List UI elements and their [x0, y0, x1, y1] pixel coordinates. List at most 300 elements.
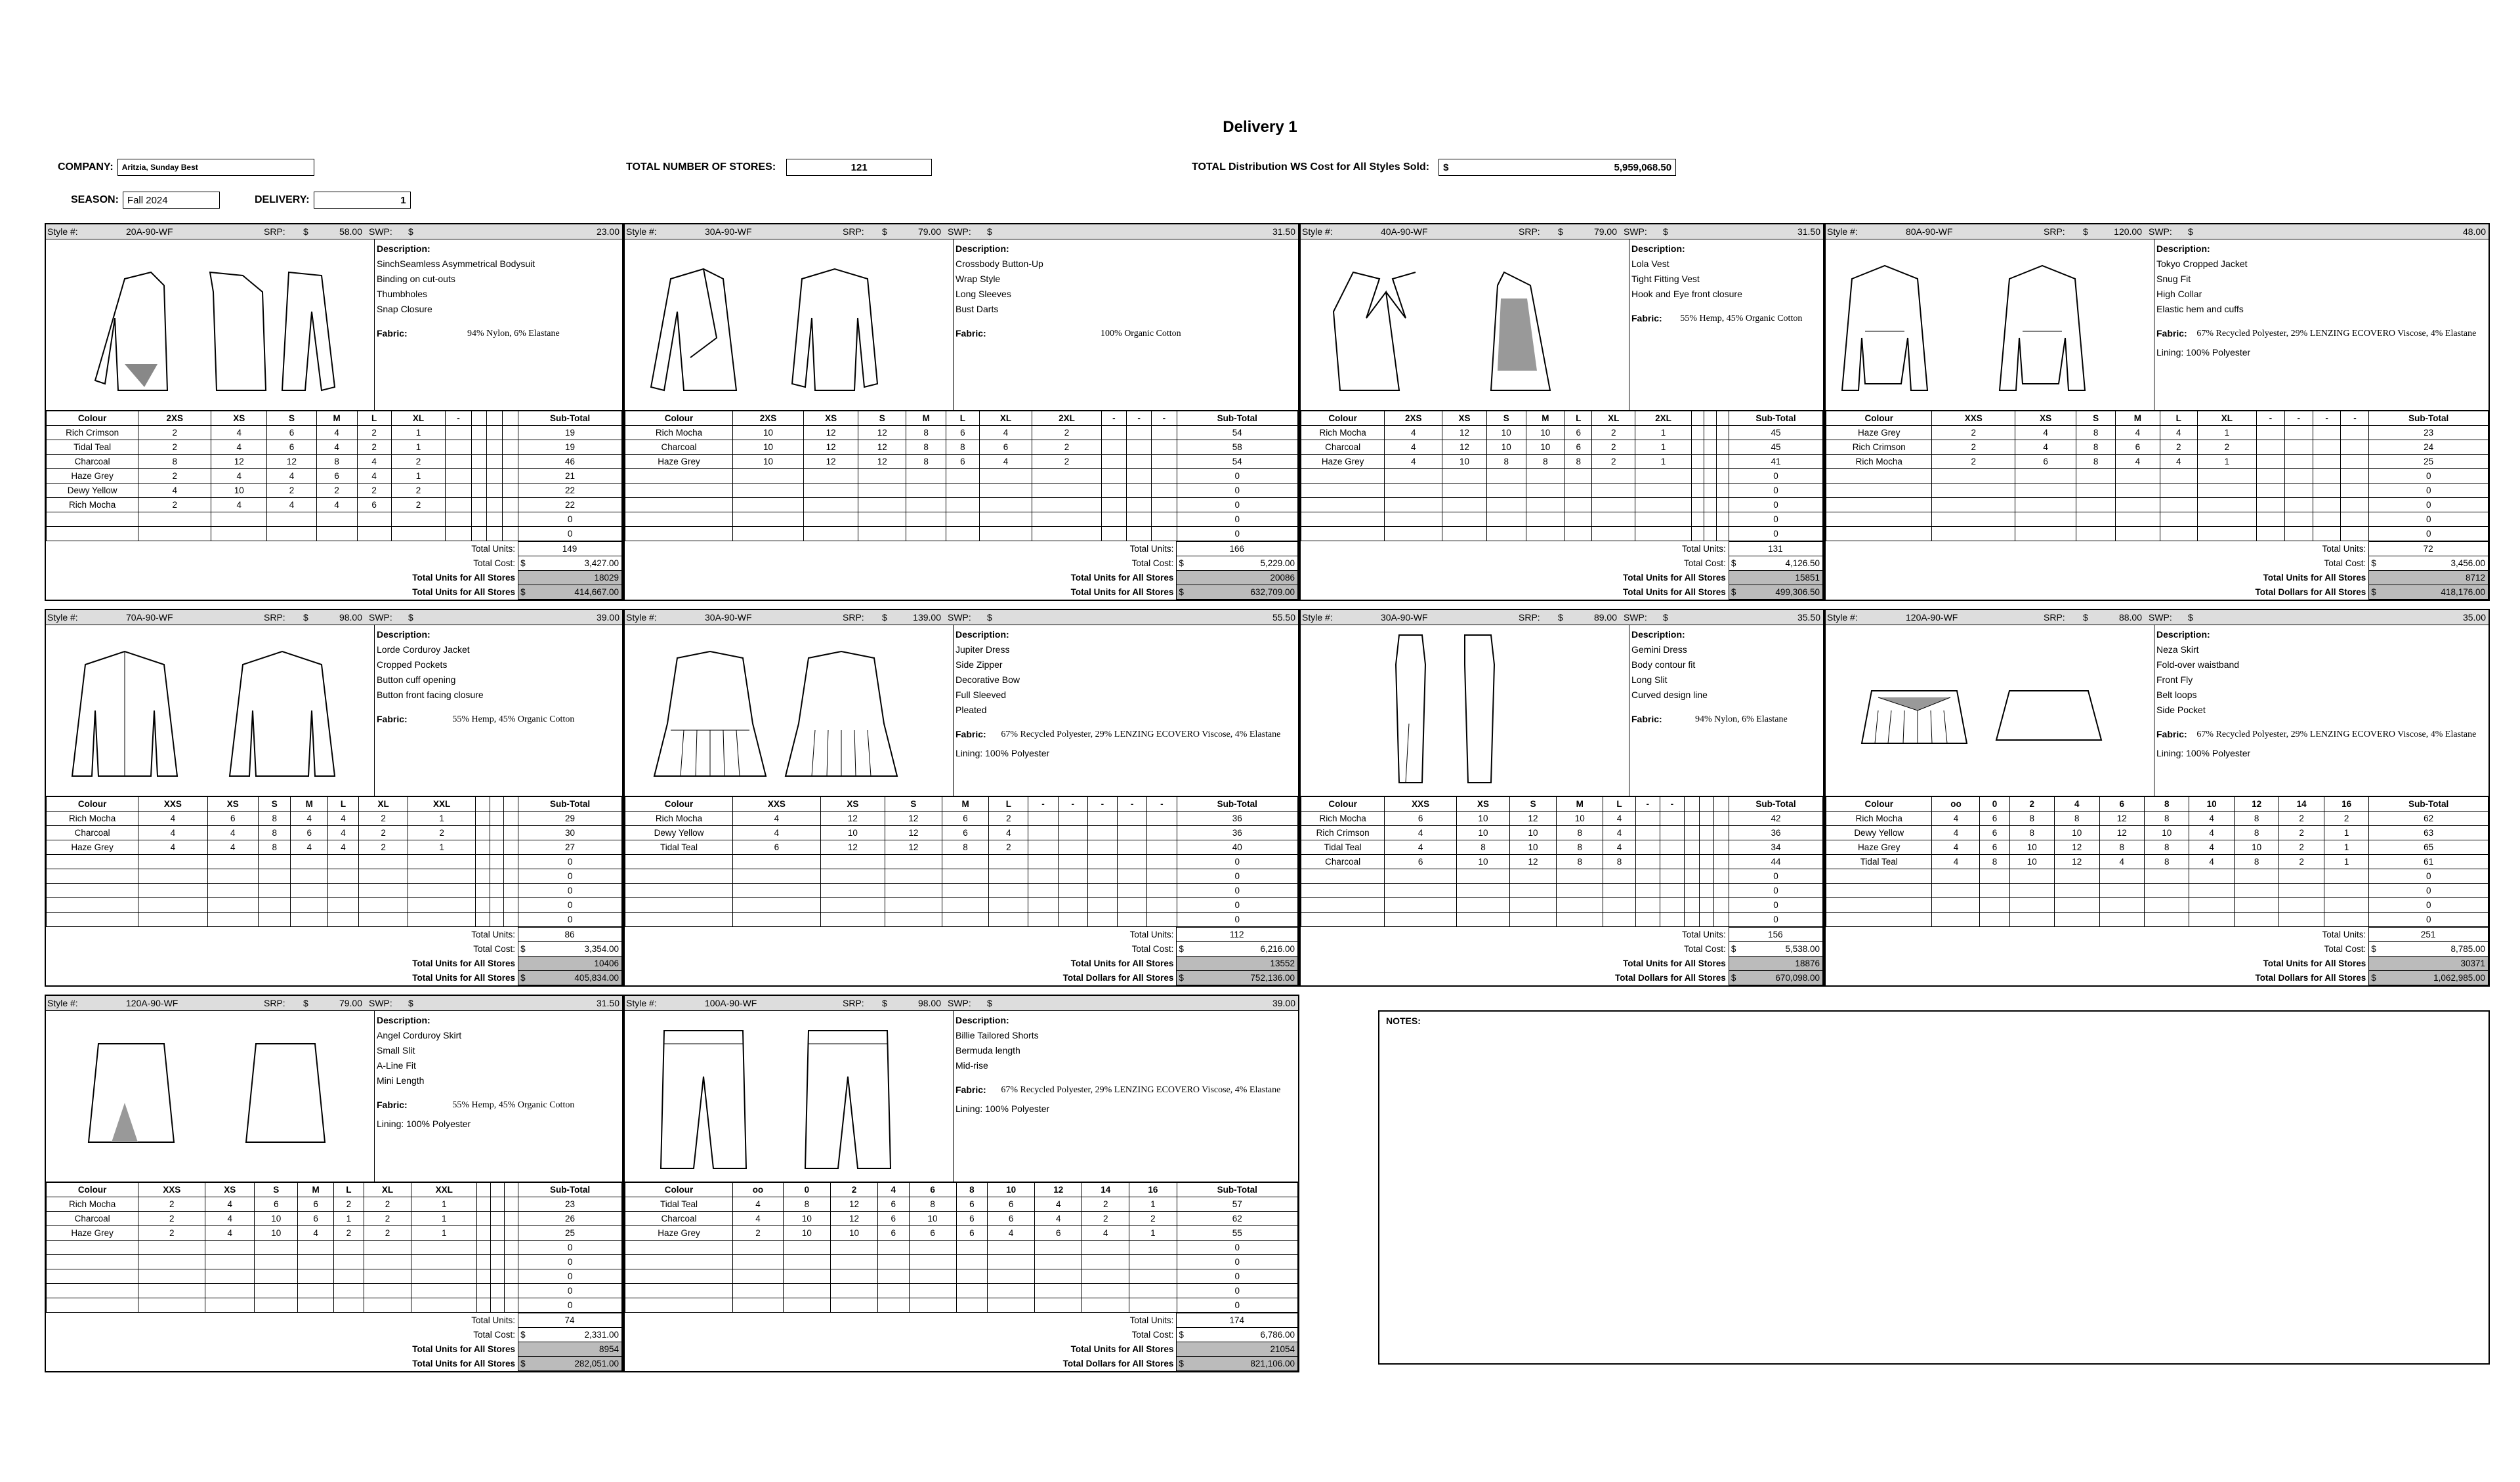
qty-cell[interactable]: 2: [1592, 455, 1635, 469]
colour-cell[interactable]: [47, 869, 138, 884]
qty-cell[interactable]: [820, 869, 885, 884]
colour-cell[interactable]: Rich Mocha: [47, 1197, 138, 1212]
qty-cell[interactable]: 8: [2099, 840, 2144, 855]
qty-cell[interactable]: 4: [733, 812, 821, 826]
qty-cell[interactable]: 2: [138, 469, 211, 484]
qty-cell[interactable]: [1082, 1269, 1129, 1284]
qty-cell[interactable]: [327, 898, 358, 913]
colour-cell[interactable]: Charcoal: [47, 826, 138, 840]
colour-cell[interactable]: [625, 1269, 733, 1284]
qty-cell[interactable]: [1635, 812, 1660, 826]
colour-cell[interactable]: Tidal Teal: [625, 840, 733, 855]
qty-cell[interactable]: 10: [1526, 440, 1565, 455]
qty-cell[interactable]: 8: [2009, 812, 2054, 826]
qty-cell[interactable]: [1147, 913, 1177, 927]
qty-cell[interactable]: [1509, 869, 1556, 884]
qty-cell[interactable]: 1: [1129, 1226, 1177, 1241]
qty-cell[interactable]: [1101, 512, 1126, 527]
qty-cell[interactable]: 8: [909, 1197, 956, 1212]
dist-field[interactable]: [1438, 159, 1676, 176]
qty-cell[interactable]: [1603, 869, 1635, 884]
qty-cell[interactable]: [1152, 455, 1177, 469]
qty-cell[interactable]: 4: [138, 826, 207, 840]
qty-cell[interactable]: 12: [830, 1197, 877, 1212]
qty-cell[interactable]: [408, 884, 476, 898]
qty-cell[interactable]: 1: [2197, 455, 2256, 469]
qty-cell[interactable]: [1565, 512, 1592, 527]
qty-cell[interactable]: [2009, 898, 2054, 913]
srp-value[interactable]: 79.00: [339, 998, 362, 1008]
qty-cell[interactable]: [830, 1255, 877, 1269]
colour-cell[interactable]: [1826, 527, 1932, 541]
qty-cell[interactable]: 8: [1557, 855, 1603, 869]
qty-cell[interactable]: [255, 1241, 298, 1255]
colour-cell[interactable]: [625, 1255, 733, 1269]
qty-cell[interactable]: [2189, 913, 2234, 927]
qty-cell[interactable]: 4: [138, 812, 207, 826]
qty-cell[interactable]: [2234, 898, 2278, 913]
qty-cell[interactable]: 4: [733, 1197, 784, 1212]
colour-cell[interactable]: [625, 1284, 733, 1298]
qty-cell[interactable]: 6: [2015, 455, 2076, 469]
qty-cell[interactable]: [2341, 484, 2369, 498]
qty-cell[interactable]: 1: [2324, 855, 2369, 869]
qty-cell[interactable]: [909, 1241, 956, 1255]
qty-cell[interactable]: [2076, 484, 2116, 498]
colour-cell[interactable]: [1301, 898, 1385, 913]
qty-cell[interactable]: 10: [783, 1226, 830, 1241]
qty-cell[interactable]: [267, 527, 316, 541]
qty-cell[interactable]: [979, 527, 1032, 541]
qty-cell[interactable]: 8: [2144, 840, 2189, 855]
qty-cell[interactable]: [1058, 826, 1087, 840]
qty-cell[interactable]: [804, 469, 858, 484]
qty-cell[interactable]: 8: [1603, 855, 1635, 869]
qty-cell[interactable]: [1486, 527, 1526, 541]
qty-cell[interactable]: [2055, 898, 2099, 913]
qty-cell[interactable]: [1152, 527, 1177, 541]
qty-cell[interactable]: [1980, 884, 2009, 898]
style-number[interactable]: 100A-90-WF: [705, 998, 757, 1008]
qty-cell[interactable]: [411, 1298, 477, 1313]
qty-cell[interactable]: [298, 1241, 334, 1255]
qty-cell[interactable]: 4: [205, 1197, 255, 1212]
qty-cell[interactable]: 2: [138, 440, 211, 455]
qty-cell[interactable]: 4: [205, 1226, 255, 1241]
qty-cell[interactable]: [2197, 484, 2256, 498]
qty-cell[interactable]: 6: [298, 1212, 334, 1226]
qty-cell[interactable]: 1: [2324, 840, 2369, 855]
qty-cell[interactable]: [359, 913, 408, 927]
qty-cell[interactable]: [2234, 913, 2278, 927]
qty-cell[interactable]: [956, 1241, 987, 1255]
qty-cell[interactable]: [1118, 913, 1147, 927]
colour-cell[interactable]: Tidal Teal: [625, 1197, 733, 1212]
qty-cell[interactable]: 4: [2160, 426, 2197, 440]
qty-cell[interactable]: [1147, 869, 1177, 884]
qty-cell[interactable]: [446, 527, 471, 541]
colour-cell[interactable]: Haze Grey: [1301, 455, 1385, 469]
qty-cell[interactable]: [211, 527, 267, 541]
qty-cell[interactable]: [2284, 484, 2313, 498]
qty-cell[interactable]: 2: [333, 1226, 364, 1241]
qty-cell[interactable]: [1635, 840, 1660, 855]
qty-cell[interactable]: [2144, 869, 2189, 884]
qty-cell[interactable]: [1118, 812, 1147, 826]
qty-cell[interactable]: 8: [2009, 826, 2054, 840]
qty-cell[interactable]: [1932, 527, 2015, 541]
qty-cell[interactable]: [1127, 440, 1152, 455]
colour-cell[interactable]: [1301, 884, 1385, 898]
qty-cell[interactable]: [783, 1298, 830, 1313]
qty-cell[interactable]: [1603, 884, 1635, 898]
qty-cell[interactable]: 2: [1032, 455, 1102, 469]
qty-cell[interactable]: [942, 913, 989, 927]
qty-cell[interactable]: [1129, 1255, 1177, 1269]
qty-cell[interactable]: [989, 869, 1028, 884]
qty-cell[interactable]: [2197, 469, 2256, 484]
colour-cell[interactable]: [625, 484, 733, 498]
colour-cell[interactable]: Charcoal: [47, 455, 138, 469]
qty-cell[interactable]: 4: [1932, 855, 1980, 869]
qty-cell[interactable]: 6: [1385, 855, 1457, 869]
qty-cell[interactable]: 2: [2197, 440, 2256, 455]
qty-cell[interactable]: [408, 898, 476, 913]
qty-cell[interactable]: [2015, 498, 2076, 512]
qty-cell[interactable]: [885, 913, 942, 927]
colour-cell[interactable]: Charcoal: [1301, 440, 1385, 455]
qty-cell[interactable]: [2257, 484, 2285, 498]
qty-cell[interactable]: [783, 1241, 830, 1255]
colour-cell[interactable]: [47, 913, 138, 927]
qty-cell[interactable]: [989, 884, 1028, 898]
qty-cell[interactable]: [878, 1255, 909, 1269]
qty-cell[interactable]: [359, 898, 408, 913]
qty-cell[interactable]: [138, 512, 211, 527]
qty-cell[interactable]: [1635, 484, 1692, 498]
qty-cell[interactable]: 2: [2279, 812, 2324, 826]
qty-cell[interactable]: [820, 855, 885, 869]
qty-cell[interactable]: [1565, 498, 1592, 512]
qty-cell[interactable]: [1592, 484, 1635, 498]
qty-cell[interactable]: [946, 484, 980, 498]
qty-cell[interactable]: [2015, 512, 2076, 527]
qty-cell[interactable]: 8: [1557, 840, 1603, 855]
qty-cell[interactable]: [1980, 913, 2009, 927]
qty-cell[interactable]: 1: [408, 812, 476, 826]
qty-cell[interactable]: [733, 484, 804, 498]
qty-cell[interactable]: [2055, 884, 2099, 898]
colour-cell[interactable]: Tidal Teal: [47, 440, 138, 455]
qty-cell[interactable]: [2160, 469, 2197, 484]
qty-cell[interactable]: [830, 1269, 877, 1284]
qty-cell[interactable]: [2284, 498, 2313, 512]
qty-cell[interactable]: [858, 512, 906, 527]
qty-cell[interactable]: [733, 1284, 784, 1298]
qty-cell[interactable]: [138, 1269, 205, 1284]
qty-cell[interactable]: [2257, 469, 2285, 484]
qty-cell[interactable]: [946, 527, 980, 541]
qty-cell[interactable]: [733, 1298, 784, 1313]
qty-cell[interactable]: [946, 498, 980, 512]
qty-cell[interactable]: [1101, 527, 1126, 541]
colour-cell[interactable]: [47, 1255, 138, 1269]
colour-cell[interactable]: Charcoal: [625, 1212, 733, 1226]
colour-cell[interactable]: [625, 1298, 733, 1313]
colour-cell[interactable]: Dewy Yellow: [1826, 826, 1932, 840]
qty-cell[interactable]: 10: [733, 426, 804, 440]
qty-cell[interactable]: [1082, 1284, 1129, 1298]
qty-cell[interactable]: [1932, 898, 1980, 913]
qty-cell[interactable]: 4: [1035, 1197, 1082, 1212]
qty-cell[interactable]: [1385, 469, 1442, 484]
qty-cell[interactable]: 4: [979, 426, 1032, 440]
qty-cell[interactable]: [979, 498, 1032, 512]
qty-cell[interactable]: [1486, 469, 1526, 484]
colour-cell[interactable]: Rich Mocha: [1301, 426, 1385, 440]
colour-cell[interactable]: [1826, 498, 1932, 512]
qty-cell[interactable]: 4: [2099, 855, 2144, 869]
qty-cell[interactable]: [2197, 512, 2256, 527]
qty-cell[interactable]: [1457, 869, 1510, 884]
colour-cell[interactable]: [625, 869, 733, 884]
qty-cell[interactable]: [333, 1255, 364, 1269]
qty-cell[interactable]: [1932, 469, 2015, 484]
qty-cell[interactable]: 4: [2015, 440, 2076, 455]
qty-cell[interactable]: 4: [327, 826, 358, 840]
swp-value[interactable]: 31.50: [1272, 226, 1295, 237]
colour-cell[interactable]: [47, 898, 138, 913]
qty-cell[interactable]: 6: [942, 812, 989, 826]
qty-cell[interactable]: [1385, 898, 1457, 913]
colour-cell[interactable]: Dewy Yellow: [47, 484, 138, 498]
qty-cell[interactable]: 6: [2115, 440, 2160, 455]
qty-cell[interactable]: 2: [138, 498, 211, 512]
srp-value[interactable]: 139.00: [913, 612, 941, 623]
qty-cell[interactable]: 12: [885, 812, 942, 826]
qty-cell[interactable]: [733, 498, 804, 512]
qty-cell[interactable]: [1087, 884, 1117, 898]
qty-cell[interactable]: 4: [298, 1226, 334, 1241]
qty-cell[interactable]: 2: [2160, 440, 2197, 455]
qty-cell[interactable]: [1385, 484, 1442, 498]
qty-cell[interactable]: [1660, 913, 1684, 927]
srp-value[interactable]: 58.00: [339, 226, 362, 237]
qty-cell[interactable]: 12: [804, 440, 858, 455]
qty-cell[interactable]: 2: [1592, 426, 1635, 440]
qty-cell[interactable]: 4: [979, 455, 1032, 469]
qty-cell[interactable]: 2: [2279, 855, 2324, 869]
qty-cell[interactable]: 8: [783, 1197, 830, 1212]
qty-cell[interactable]: 2: [391, 498, 446, 512]
qty-cell[interactable]: 4: [1385, 840, 1457, 855]
qty-cell[interactable]: [2055, 869, 2099, 884]
qty-cell[interactable]: 4: [211, 440, 267, 455]
qty-cell[interactable]: [1385, 527, 1442, 541]
qty-cell[interactable]: 10: [211, 484, 267, 498]
qty-cell[interactable]: 4: [2189, 840, 2234, 855]
qty-cell[interactable]: [733, 1269, 784, 1284]
qty-cell[interactable]: 10: [2009, 840, 2054, 855]
qty-cell[interactable]: [909, 1269, 956, 1284]
colour-cell[interactable]: Haze Grey: [47, 840, 138, 855]
qty-cell[interactable]: [408, 913, 476, 927]
qty-cell[interactable]: [207, 855, 258, 869]
colour-cell[interactable]: Rich Crimson: [1301, 826, 1385, 840]
qty-cell[interactable]: 8: [906, 455, 946, 469]
qty-cell[interactable]: [1635, 855, 1660, 869]
qty-cell[interactable]: [205, 1241, 255, 1255]
qty-cell[interactable]: [1526, 512, 1565, 527]
qty-cell[interactable]: [804, 484, 858, 498]
qty-cell[interactable]: 10: [1509, 840, 1556, 855]
qty-cell[interactable]: 10: [783, 1212, 830, 1226]
qty-cell[interactable]: [2284, 455, 2313, 469]
colour-cell[interactable]: Rich Mocha: [625, 426, 733, 440]
qty-cell[interactable]: [1660, 869, 1684, 884]
qty-cell[interactable]: 12: [820, 840, 885, 855]
qty-cell[interactable]: [1032, 469, 1102, 484]
qty-cell[interactable]: 12: [830, 1212, 877, 1226]
qty-cell[interactable]: [255, 1284, 298, 1298]
qty-cell[interactable]: [1127, 455, 1152, 469]
qty-cell[interactable]: 4: [1932, 840, 1980, 855]
qty-cell[interactable]: 2: [138, 1226, 205, 1241]
colour-cell[interactable]: Rich Crimson: [47, 426, 138, 440]
company-field[interactable]: Aritzia, Sunday Best: [117, 159, 314, 176]
colour-cell[interactable]: Rich Mocha: [1301, 812, 1385, 826]
qty-cell[interactable]: 6: [878, 1226, 909, 1241]
colour-cell[interactable]: [1826, 913, 1932, 927]
qty-cell[interactable]: [2257, 440, 2285, 455]
qty-cell[interactable]: [2341, 455, 2369, 469]
qty-cell[interactable]: [411, 1255, 477, 1269]
qty-cell[interactable]: 2: [333, 1197, 364, 1212]
qty-cell[interactable]: [1385, 512, 1442, 527]
qty-cell[interactable]: 8: [258, 826, 291, 840]
colour-cell[interactable]: [1301, 484, 1385, 498]
qty-cell[interactable]: [1660, 812, 1684, 826]
colour-cell[interactable]: Rich Mocha: [1826, 812, 1932, 826]
colour-cell[interactable]: Charcoal: [47, 1212, 138, 1226]
qty-cell[interactable]: [1565, 484, 1592, 498]
qty-cell[interactable]: 8: [2076, 426, 2116, 440]
colour-cell[interactable]: Haze Grey: [625, 1226, 733, 1241]
qty-cell[interactable]: [327, 855, 358, 869]
qty-cell[interactable]: 2: [989, 840, 1028, 855]
season-field[interactable]: Fall 2024: [123, 192, 220, 209]
qty-cell[interactable]: [942, 884, 989, 898]
qty-cell[interactable]: [988, 1269, 1035, 1284]
qty-cell[interactable]: [1147, 884, 1177, 898]
srp-value[interactable]: 120.00: [2114, 226, 2142, 237]
qty-cell[interactable]: [411, 1241, 477, 1255]
qty-cell[interactable]: [364, 1255, 411, 1269]
qty-cell[interactable]: [1118, 855, 1147, 869]
colour-cell[interactable]: Tidal Teal: [1826, 855, 1932, 869]
qty-cell[interactable]: [1980, 898, 2009, 913]
qty-cell[interactable]: [804, 527, 858, 541]
qty-cell[interactable]: [2279, 913, 2324, 927]
qty-cell[interactable]: [1101, 498, 1126, 512]
qty-cell[interactable]: 6: [733, 840, 821, 855]
qty-cell[interactable]: [1152, 512, 1177, 527]
qty-cell[interactable]: 2: [2279, 840, 2324, 855]
qty-cell[interactable]: [207, 869, 258, 884]
qty-cell[interactable]: 6: [1565, 440, 1592, 455]
qty-cell[interactable]: [138, 1284, 205, 1298]
qty-cell[interactable]: [2144, 884, 2189, 898]
qty-cell[interactable]: 2: [1082, 1212, 1129, 1226]
qty-cell[interactable]: [1635, 826, 1660, 840]
colour-cell[interactable]: [1301, 512, 1385, 527]
colour-cell[interactable]: [625, 469, 733, 484]
qty-cell[interactable]: 8: [1557, 826, 1603, 840]
qty-cell[interactable]: [298, 1284, 334, 1298]
qty-cell[interactable]: [1028, 826, 1058, 840]
qty-cell[interactable]: 1: [411, 1212, 477, 1226]
qty-cell[interactable]: [733, 884, 821, 898]
qty-cell[interactable]: [1635, 498, 1692, 512]
qty-cell[interactable]: [989, 855, 1028, 869]
qty-cell[interactable]: [1635, 512, 1692, 527]
qty-cell[interactable]: [1058, 855, 1087, 869]
qty-cell[interactable]: [906, 527, 946, 541]
qty-cell[interactable]: 8: [1457, 840, 1510, 855]
qty-cell[interactable]: [1087, 840, 1117, 855]
colour-cell[interactable]: [47, 884, 138, 898]
qty-cell[interactable]: [804, 512, 858, 527]
qty-cell[interactable]: [946, 512, 980, 527]
qty-cell[interactable]: [258, 855, 291, 869]
qty-cell[interactable]: [138, 527, 211, 541]
qty-cell[interactable]: [359, 884, 408, 898]
qty-cell[interactable]: 8: [2076, 455, 2116, 469]
qty-cell[interactable]: [2313, 455, 2341, 469]
qty-cell[interactable]: [1118, 840, 1147, 855]
qty-cell[interactable]: [1035, 1255, 1082, 1269]
qty-cell[interactable]: [1442, 469, 1487, 484]
qty-cell[interactable]: 2: [2324, 812, 2369, 826]
qty-cell[interactable]: 12: [1442, 440, 1487, 455]
qty-cell[interactable]: 1: [2197, 426, 2256, 440]
qty-cell[interactable]: [1058, 913, 1087, 927]
qty-cell[interactable]: [878, 1269, 909, 1284]
qty-cell[interactable]: [1385, 498, 1442, 512]
qty-cell[interactable]: [2341, 469, 2369, 484]
qty-cell[interactable]: [2009, 913, 2054, 927]
qty-cell[interactable]: [291, 898, 327, 913]
qty-cell[interactable]: [1127, 527, 1152, 541]
qty-cell[interactable]: [1118, 869, 1147, 884]
qty-cell[interactable]: 1: [1635, 426, 1692, 440]
qty-cell[interactable]: [820, 898, 885, 913]
qty-cell[interactable]: [885, 884, 942, 898]
colour-cell[interactable]: [47, 1269, 138, 1284]
qty-cell[interactable]: [298, 1269, 334, 1284]
qty-cell[interactable]: 2: [408, 826, 476, 840]
colour-cell[interactable]: Dewy Yellow: [625, 826, 733, 840]
qty-cell[interactable]: 4: [2160, 455, 2197, 469]
qty-cell[interactable]: 4: [733, 826, 821, 840]
qty-cell[interactable]: [2009, 884, 2054, 898]
qty-cell[interactable]: [408, 869, 476, 884]
qty-cell[interactable]: [2341, 426, 2369, 440]
qty-cell[interactable]: [909, 1298, 956, 1313]
qty-cell[interactable]: [205, 1269, 255, 1284]
qty-cell[interactable]: [1147, 812, 1177, 826]
qty-cell[interactable]: 10: [2055, 826, 2099, 840]
